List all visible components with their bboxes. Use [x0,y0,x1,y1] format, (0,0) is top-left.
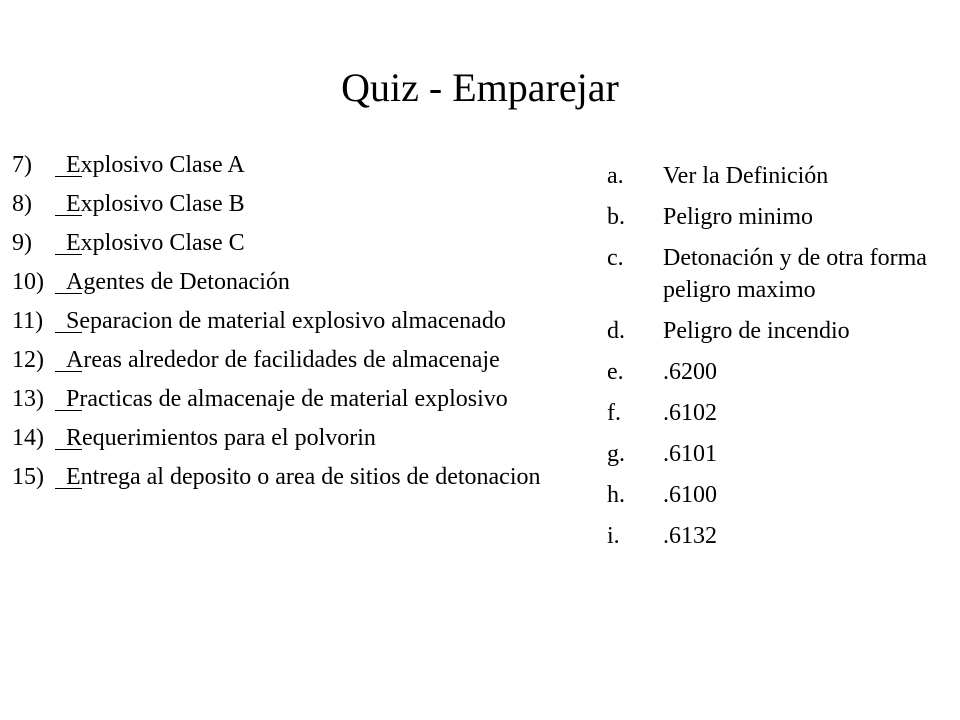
question-text: Explosivo Clase A [66,152,245,178]
question-item [12,345,572,375]
answer-item [607,201,937,233]
question-item [12,267,572,297]
answer-blank-line [55,371,82,372]
question-number: 12) [12,347,44,373]
question-item [12,189,572,219]
answer-item [607,479,937,511]
question-number: 10) [12,269,44,295]
question-item [12,306,572,336]
question-list [12,150,572,501]
question-number: 9) [12,230,32,256]
question-number: 15) [12,464,44,490]
answer-item [607,356,937,388]
answer-letter: g. [607,441,625,467]
question-number: 8) [12,191,32,217]
answer-item [607,315,937,347]
answer-letter: a. [607,163,624,189]
answer-text: Detonación y de otra forma peligro maximo [663,245,927,303]
answer-letter: h. [607,482,625,508]
question-item [12,384,572,414]
answer-letter: e. [607,359,624,385]
answer-item [607,160,937,192]
question-text: Practicas de almacenaje de material explosivo [66,386,508,412]
answer-letter: c. [607,245,624,271]
answer-text: .6200 [663,359,717,385]
answer-text: .6102 [663,400,717,426]
answer-item [607,438,937,470]
answer-item [607,520,937,552]
answer-list [607,160,937,561]
answer-blank-line [55,215,82,216]
slide-title: Quiz - Emparejar [341,65,619,110]
question-text: Explosivo Clase C [66,230,245,256]
question-number: 13) [12,386,44,412]
question-text: Separacion de material explosivo almacenado [66,308,506,334]
answer-letter: b. [607,204,625,230]
answer-letter: d. [607,318,625,344]
question-item [12,150,572,180]
answer-blank-line [55,254,82,255]
question-text: Requerimientos para el polvorin [66,425,376,451]
answer-blank-line [55,449,82,450]
answer-blank-line [55,410,82,411]
answer-item [607,397,937,429]
question-text: Explosivo Clase B [66,191,245,217]
answer-text: Ver la Definición [663,163,829,189]
question-item [12,228,572,258]
question-item [12,423,572,453]
question-number: 7) [12,152,32,178]
answer-text: .6132 [663,523,717,549]
question-number: 14) [12,425,44,451]
answer-blank-line [55,332,82,333]
question-text: Entrega al deposito o area de sitios de detonacion [66,464,541,490]
answer-letter: f. [607,400,621,426]
answer-blank-line [55,488,82,489]
question-number: 11) [12,308,44,334]
answer-text: Peligro minimo [663,204,813,230]
answer-letter: i. [607,523,620,549]
answer-text: .6101 [663,441,717,467]
answer-text: .6100 [663,482,717,508]
answer-blank-line [55,293,82,294]
question-text: Agentes de Detonación [66,269,290,295]
question-item [12,462,572,492]
answer-text: Peligro de incendio [663,318,850,344]
answer-blank-line [55,176,82,177]
question-text: Areas alrededor de facilidades de almacenaje [66,347,500,373]
answer-item [607,242,937,306]
